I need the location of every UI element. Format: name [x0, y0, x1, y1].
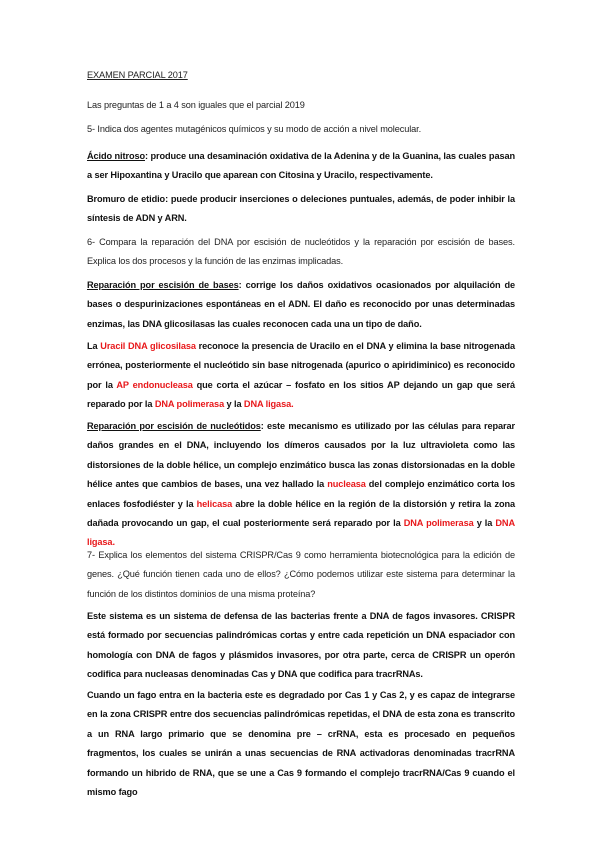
ber-enz-text-b: reconoce la presencia de Uracilo en el DNA y elimina la base nitrogenada errónea, posteriormente el nucleótido sin base nitrogenada (apurico o apiridiminico) es reconocido por la: [87, 341, 515, 390]
ber-enz-text-a: La: [87, 341, 101, 351]
enzyme-uracil-dna-glycosylase: Uracil DNA glicosilasa: [100, 341, 196, 351]
enzyme-dna-polymerase-2: DNA polimerasa: [403, 518, 474, 529]
answer-6-ner: [87, 417, 515, 553]
document-title: [87, 66, 515, 85]
ber-text: : corrige los daños oxidativos ocasionados por alquilación de bases o despurinizaciones espontáneas en el ADN. El daño es reconocido por unas determinadas enzimas, las DNA glicosilasas las cuales reconocen cada una un tipo de daño.: [87, 280, 516, 329]
ber-enz-text-c: que corta el azúcar – fosfato en los sitios AP dejando un gap que será reparado por la: [87, 379, 515, 410]
term-ner: Reparación por escisión de nucleótidos: [87, 421, 261, 431]
term-nitrous-acid: Ácido nitroso: [87, 151, 145, 161]
answer-7-paragraph-2: Cuando un fago entra en la bacteria este es degradado por Cas 1 y Cas 2, y es capaz de integrarse en la zona CRISPR entre dos secuencias palindrómicas repetidas, el DNA de esta zona es transcrito a un RNA largo primario que se denomina pre – crRNA, esta es procesado en pequeños fragmentos, los cuales se unirán a unas secuencias de RNA activadoras denominadas tracrRNA formando un hibrido de RNA, que se une a Cas 9 formando el complejo tracrRNA/Cas 9 cuando el mismo fago: [87, 690, 515, 798]
answer-5-nitrous-acid: [87, 147, 515, 186]
enzyme-ap-endonuclease: AP endonucleasa: [116, 379, 193, 390]
ber-enz-text-e: .: [291, 399, 294, 410]
ner-text-b: del complejo enzimático corta los enlaces fosfodiéster y la: [87, 479, 515, 509]
enzyme-nuclease: nucleasa: [327, 479, 366, 490]
ner-text-d: y la: [473, 518, 496, 529]
answer-7-paragraph-1: Este sistema es un sistema de defensa de las bacterias frente a DNA de fagos invasores. CRISPR está formado por secuencias palindrómicas cortas y entre cada repetición un DNA espaciador con homología con DNA de fagos y plásmidos invasores, por otra parte, cerca de CRISPR un operón codifica para nucleasas denominadas Cas y DNA que codifica para tracrRNAs.: [87, 611, 515, 680]
answer-6-ber-enzymes: [87, 337, 515, 415]
ner-text-e: .: [112, 537, 115, 548]
question-6: 6- Compara la reparación del DNA por escisión de nucleótidos y la reparación por escisión de bases. Explica los dos procesos y la función de las enzimas implicadas.: [87, 237, 515, 267]
intro-paragraph: Las preguntas de 1 a 4 son iguales que el parcial 2019: [87, 100, 305, 110]
enzyme-helicase: helicasa: [196, 498, 233, 509]
answer-5-text-1: : produce una desaminación oxidativa de la Adenina y de la Guanina, las cuales pasan a ser Hipoxantina y Uracilo que aparean con Citosina y Uracilo, respectivamente.: [87, 151, 515, 181]
answer-6-ber: [87, 276, 515, 334]
answer-5-ethidium-bromide: Bromuro de etidio: puede producir inserciones o deleciones puntuales, además, de poder inhibir la síntesis de ADN y ARN.: [87, 194, 515, 224]
title-text: EXAMEN PARCIAL 2017: [87, 70, 188, 80]
question-7: 7- Explica los elementos del sistema CRISPR/Cas 9 como herramienta biotecnológica para la edición de genes. ¿Qué función tienen cada uno de ellos? ¿Cómo podemos utilizar este sistema para determinar la función de los distintos dominios de una misma proteína?: [87, 550, 515, 599]
ner-text-a: : este mecanismo es utilizado por las células para reparar daños grandes en el DNA, incluyendo los dímeros causados por la luz ultravioleta como las distorsiones de la doble hélice, un complejo enzimático busca las zonas distorsionadas en la doble hélice antes que cambios de bases, una vez hallado la: [87, 421, 516, 490]
ner-text-c: abre la doble hélice en la región de la distorsión y retira la zona dañada provocando un gap, el cual posteriormente será reparado por la: [87, 498, 515, 529]
enzyme-dna-polymerase: DNA polimerasa: [154, 399, 225, 410]
ber-enz-text-d: y la: [224, 399, 244, 410]
enzyme-dna-ligase-2: DNA ligasa: [87, 518, 515, 548]
question-5: 5- Indica dos agentes mutagénicos químicos y su modo de acción a nivel molecular.: [87, 124, 422, 134]
enzyme-dna-ligase: DNA ligasa: [243, 399, 292, 410]
term-ber: Reparación por escisión de bases: [87, 280, 239, 290]
